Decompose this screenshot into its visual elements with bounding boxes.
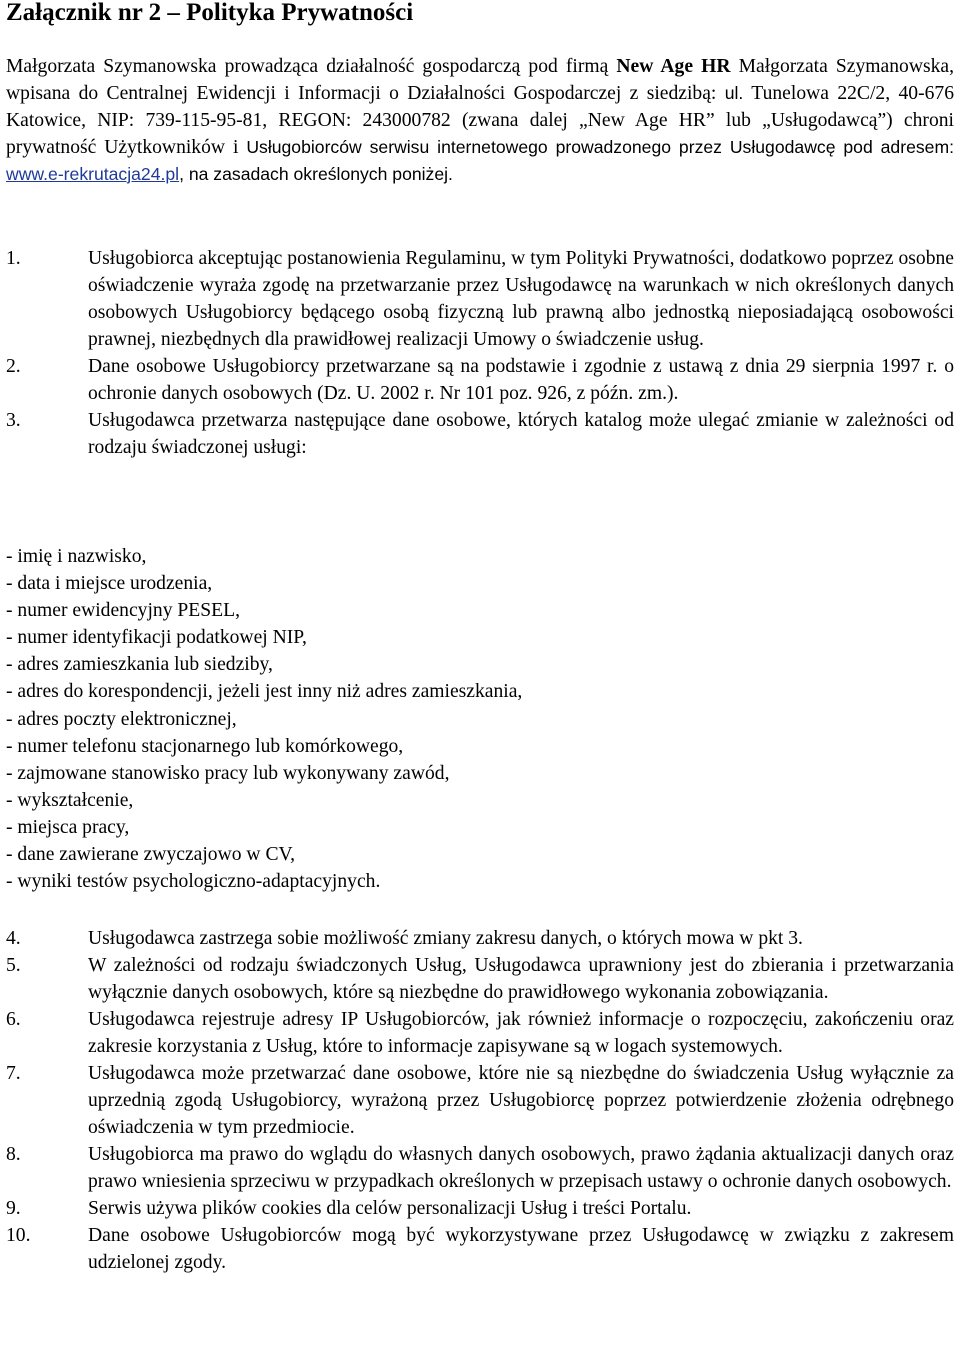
list-item	[6, 245, 954, 353]
list-item: - adres do korespondencji, jeżeli jest inny niż adres zamieszkania,	[6, 681, 523, 703]
item-text: Usługodawca zastrzega sobie możliwość zmiany zakresu danych, o których mowa w pkt 3.	[88, 928, 803, 949]
item-number: 10.	[6, 1225, 31, 1246]
item-number: 8.	[6, 1144, 21, 1165]
list-item: - dane zawierane zwyczajowo w CV,	[6, 844, 296, 866]
list-item: - numer ewidencyjny PESEL,	[6, 600, 240, 622]
numbered-list-part-1	[6, 245, 954, 461]
document-title: Załącznik nr 2 – Polityka Prywatności	[6, 0, 414, 26]
item-text: Serwis używa plików cookies dla celów personalizacji Usług i treści Portalu.	[88, 1198, 692, 1219]
item-number: 2.	[6, 356, 21, 377]
list-item: - wykształcenie,	[6, 789, 134, 811]
list-item	[6, 1222, 954, 1276]
list-item: - numer telefonu stacjonarnego lub komórkowego,	[6, 735, 404, 757]
item-number: 5.	[6, 955, 21, 976]
list-item: - miejsca pracy,	[6, 816, 130, 838]
item-text: Usługodawca przetwarza następujące dane osobowe, których katalog może ulegać zmianie w zależności od rodzaju świadczonej usługi:	[88, 410, 954, 458]
list-item: - adres zamieszkania lub siedziby,	[6, 654, 273, 676]
item-number: 9.	[6, 1198, 21, 1219]
numbered-list-part-2	[6, 925, 954, 1276]
list-item: - numer identyfikacji podatkowej NIP,	[6, 627, 307, 649]
intro-text: Małgorzata Szymanowska prowadząca działalność gospodarczą pod firmą	[6, 56, 617, 77]
item-number: 1.	[6, 248, 21, 269]
personal-data-list	[6, 543, 954, 895]
item-number: 4.	[6, 928, 21, 949]
item-number: 7.	[6, 1063, 21, 1084]
item-text: Dane osobowe Usługobiorców mogą być wykorzystywane przez Usługodawcę w związku z zakresem udzielonej zgody.	[88, 1225, 954, 1273]
list-item	[6, 1060, 954, 1141]
list-item	[6, 925, 954, 952]
item-number: 3.	[6, 410, 21, 431]
list-item	[6, 407, 954, 461]
website-link[interactable]: www.e-rekrutacja24.pl	[6, 164, 180, 184]
list-item: - data i miejsce urodzenia,	[6, 573, 213, 595]
list-item: - adres poczty elektronicznej,	[6, 708, 237, 730]
item-text: Dane osobowe Usługobiorcy przetwarzane są na podstawie i zgodnie z ustawą z dnia 29 sierpnia 1997 r. o ochronie danych osobowych (Dz. U. 2002 r. Nr 101 poz. 926, z późn. zm.).	[88, 356, 954, 404]
intro-paragraph	[6, 53, 954, 188]
item-number: 6.	[6, 1009, 21, 1030]
item-text: Usługodawca rejestruje adresy IP Usługobiorców, jak również informacje o rozpoczęciu, zakończeniu oraz zakresie korzystania z Usług, które to informacje zapisywane są w logach systemowych.	[88, 1009, 954, 1057]
intro-text: Małgorzata Szymanowska, wpisana do Centralnej Ewidencji i Informacji o Działalności Gospodarczej z siedzibą:	[6, 56, 954, 104]
intro-text: Tunelowa 22C/2, 40-676 Katowice, NIP: 739-115-95-81, REGON: 243000782 (zwana dalej „New Age HR” lub „Usługodawcą”) chroni prywatność Użytkowników i	[6, 83, 954, 158]
intro-text: Usługobiorców serwisu internetowego prowadzonego przez Usługodawcę pod adresem:	[238, 137, 954, 157]
item-text: Usługodawca może przetwarzać dane osobowe, które nie są niezbędne do świadczenia Usług wyłącznie za uprzednią zgodą Usługobiorcy, wyrażoną przez Usługobiorcę poprzez potwierdzenie złożenia odrębnego oświadczenia w tym przedmiocie.	[88, 1063, 954, 1138]
list-item: - imię i nazwisko,	[6, 546, 147, 567]
item-text: W zależności od rodzaju świadczonych Usług, Usługodawca uprawniony jest do zbierania i przetwarzania wyłącznie danych osobowych, które są niezbędne do prawidłowego wykonania zobowiązania.	[88, 955, 954, 1003]
list-item: - wyniki testów psychologiczno-adaptacyjnych.	[6, 871, 381, 893]
list-item	[6, 1006, 954, 1060]
list-item	[6, 952, 954, 1006]
company-name: New Age HR	[616, 56, 731, 77]
item-text: Usługobiorca ma prawo do wglądu do własnych danych osobowych, prawo żądania aktualizacji danych oraz prawo wniesienia sprzeciwu w przypadkach określonych w przepisach ustawy o ochronie danych osobowych.	[88, 1144, 954, 1192]
item-text: Usługobiorca akceptując postanowienia Regulaminu, w tym Polityki Prywatności, dodatkowo poprzez osobne oświadczenie wyraża zgodę na przetwarzanie przez Usługodawcę na warunkach w nich określonych danych osobowych Usługobiorcy będącego osobą fizyczną lub prawną albo jednostką nieposiadającą osobowości prawnej, niezbędnych dla prawidłowej realizacji Umowy o świadczenie usług.	[88, 248, 954, 350]
intro-text: ul.	[716, 83, 744, 103]
intro-text: , na zasadach określonych poniżej.	[179, 164, 453, 184]
list-item	[6, 353, 954, 407]
list-item	[6, 1141, 954, 1195]
list-item: - zajmowane stanowisko pracy lub wykonywany zawód,	[6, 762, 450, 784]
list-item	[6, 1195, 954, 1222]
